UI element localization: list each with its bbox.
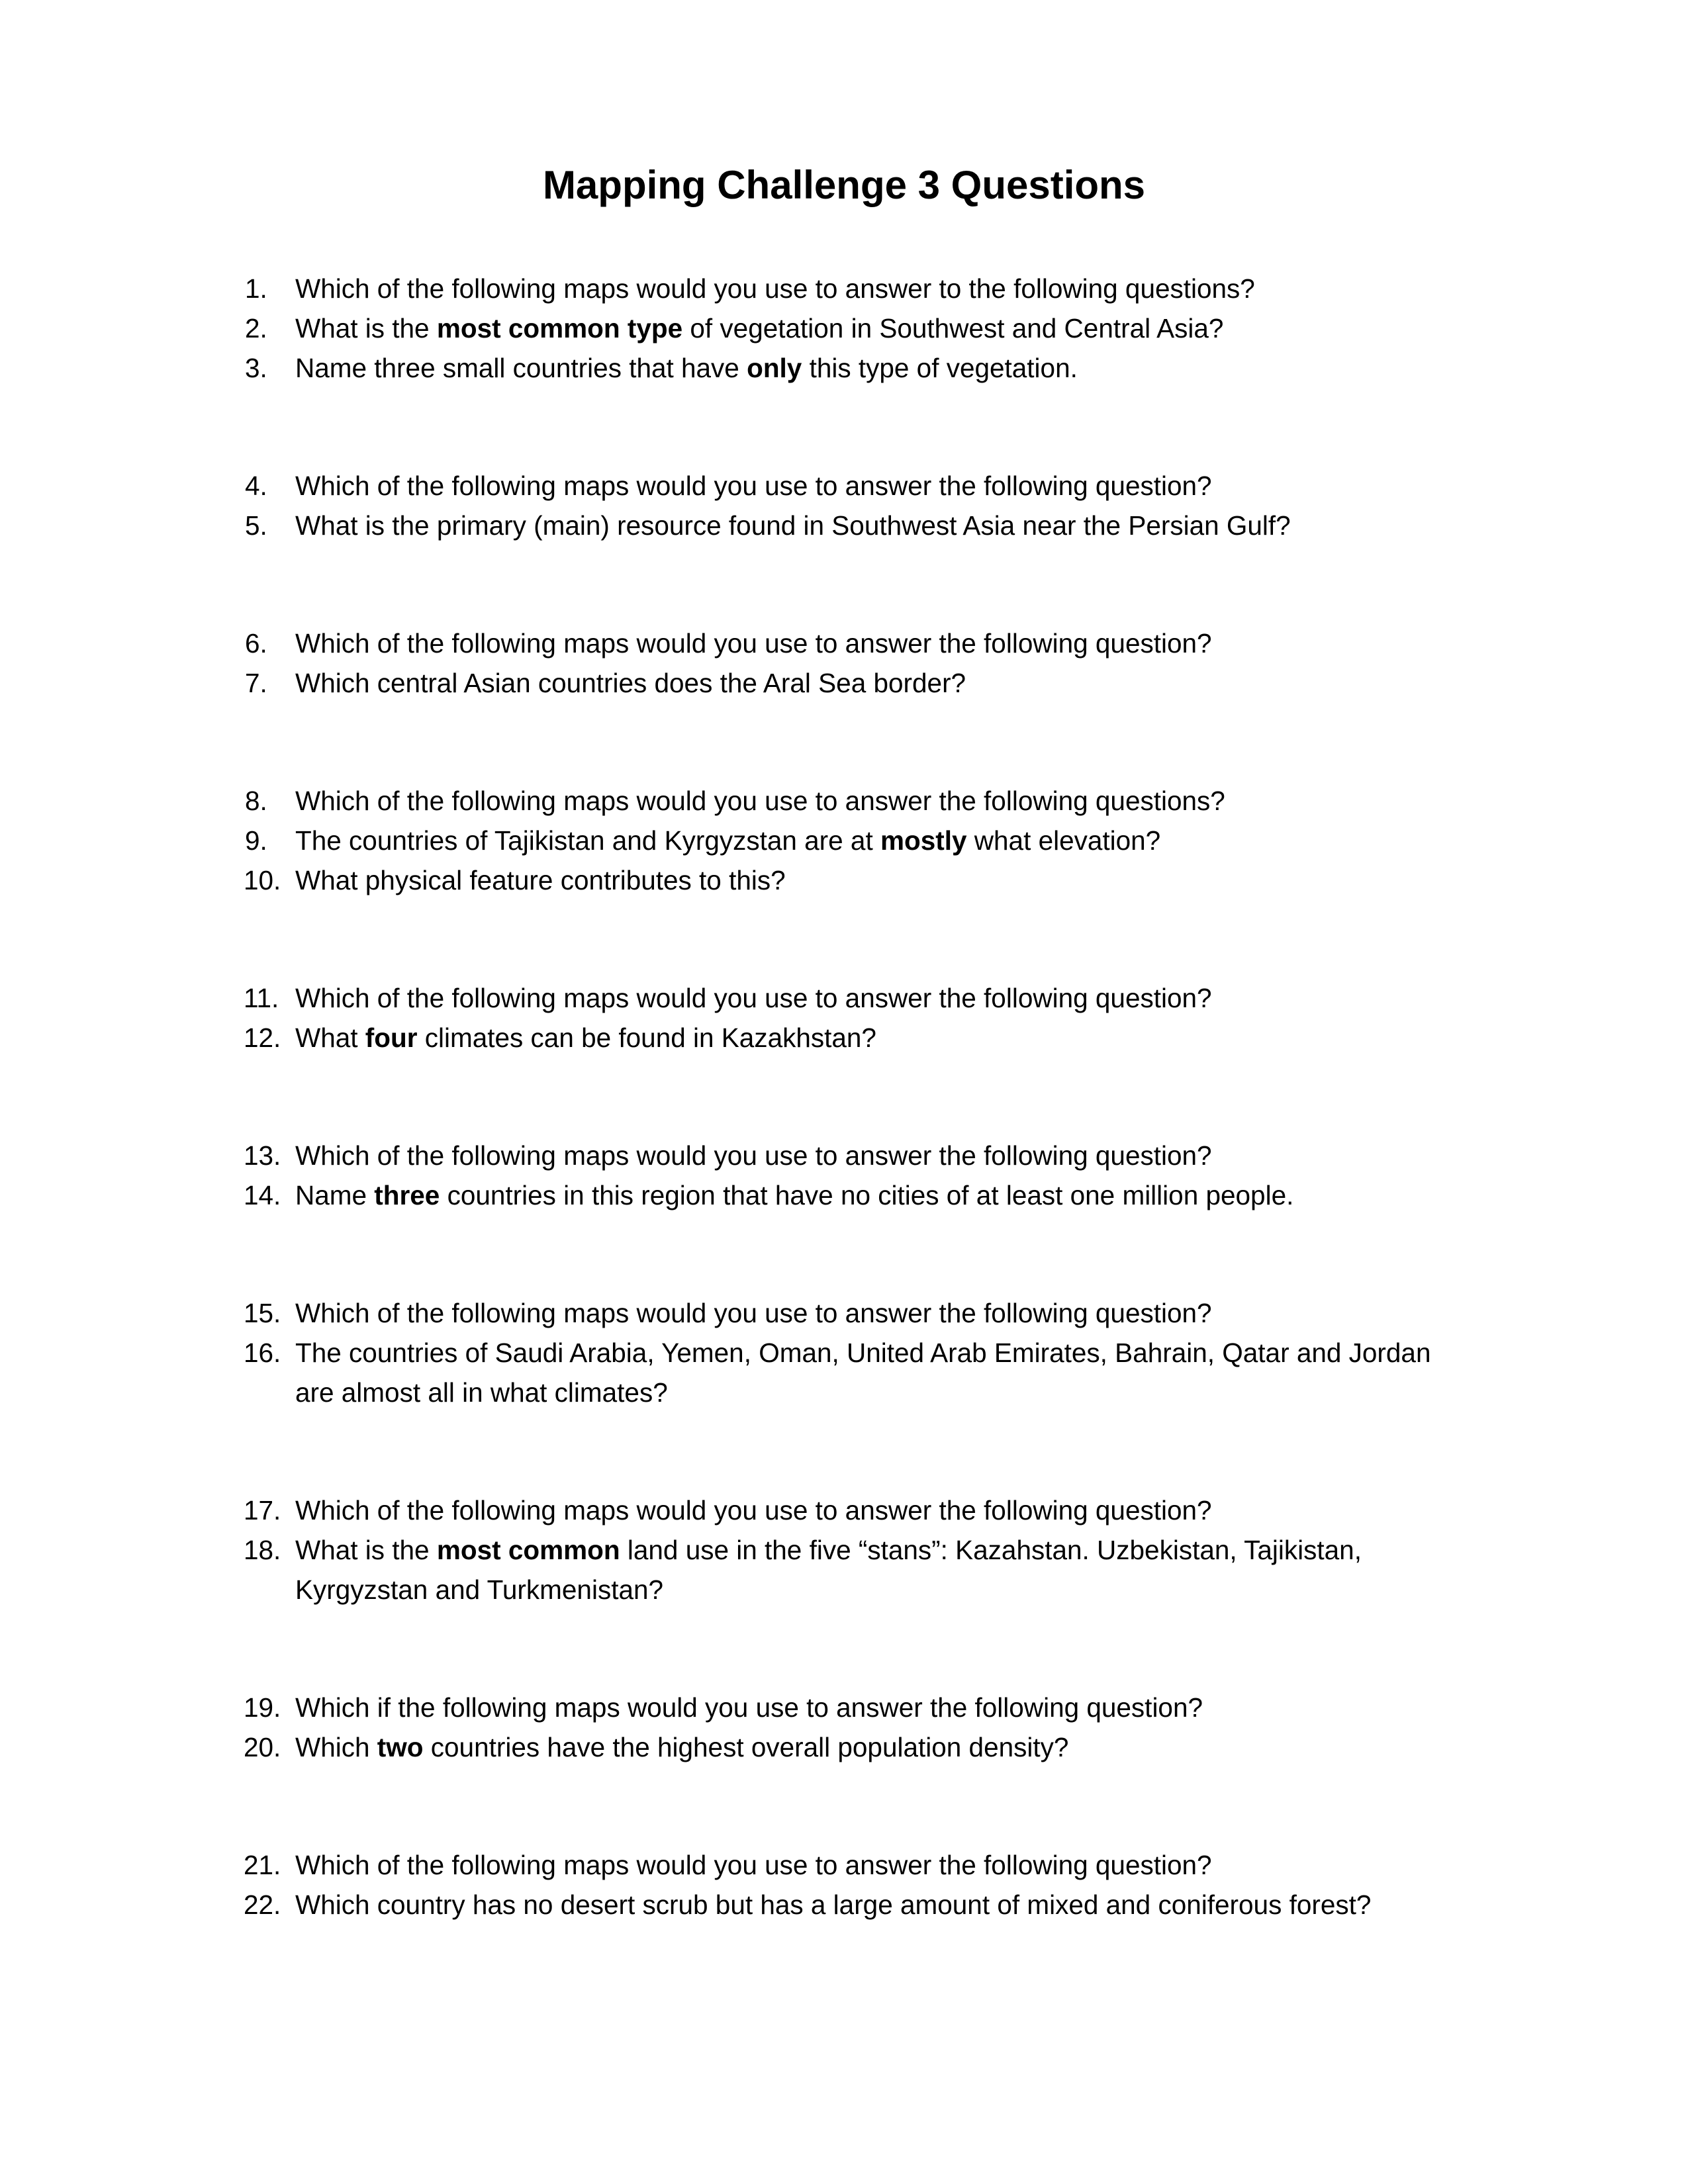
question-item [245, 781, 1463, 821]
question-number: 4. [245, 471, 267, 501]
question-text: Which of the following maps would you use to answer the following questions? [295, 786, 1225, 816]
question-text: What [295, 1023, 365, 1053]
question-item [245, 663, 1463, 703]
question-group [245, 1490, 1463, 1610]
question-text: Name [295, 1180, 375, 1210]
question-group [245, 466, 1463, 545]
question-item [245, 1845, 1463, 1885]
question-text: Which [295, 1732, 377, 1762]
question-number: 6. [245, 628, 267, 659]
question-item [245, 1885, 1463, 1925]
question-number: 13. [244, 1140, 281, 1171]
question-item [245, 348, 1463, 388]
question-text: land use in the five “stans”: Kazahstan. Uzbekistan, Tajikistan, Kyrgyzstan and Turkmenistan? [295, 1535, 1362, 1605]
question-item [245, 506, 1463, 545]
question-item [245, 1530, 1463, 1610]
question-emphasis: four [365, 1023, 418, 1053]
question-text: Which of the following maps would you use to answer the following question? [295, 628, 1212, 659]
question-group [245, 1293, 1463, 1412]
question-number: 10. [244, 865, 281, 895]
question-text: Which country has no desert scrub but has a large amount of mixed and coniferous forest? [295, 1889, 1372, 1920]
question-number: 3. [245, 353, 267, 383]
question-group [245, 623, 1463, 703]
question-number: 5. [245, 510, 267, 541]
question-number: 8. [245, 786, 267, 816]
question-list [245, 269, 1463, 2003]
question-item [245, 466, 1463, 506]
question-number: 9. [245, 825, 267, 856]
question-emphasis: three [374, 1180, 440, 1210]
question-text: Which of the following maps would you use to answer the following question? [295, 1298, 1212, 1328]
question-group [245, 781, 1463, 900]
question-text: What is the [295, 1535, 437, 1565]
question-number: 12. [244, 1023, 281, 1053]
question-number: 14. [244, 1180, 281, 1210]
question-group [245, 269, 1463, 388]
question-emphasis: most common [436, 1535, 620, 1565]
question-item [245, 860, 1463, 900]
question-text: What is the [295, 313, 437, 343]
question-item [245, 1333, 1463, 1412]
question-text: climates can be found in Kazakhstan? [417, 1023, 876, 1053]
question-text: Which of the following maps would you use to answer the following question? [295, 983, 1212, 1013]
question-text: Which if the following maps would you use to answer the following question? [295, 1692, 1203, 1723]
question-item [245, 1490, 1463, 1530]
question-emphasis: most common type [436, 313, 683, 343]
question-text: Which central Asian countries does the Aral Sea border? [295, 668, 966, 698]
question-number: 22. [244, 1889, 281, 1920]
question-number: 18. [244, 1535, 281, 1565]
question-emphasis: mostly [880, 825, 967, 856]
question-text: this type of vegetation. [802, 353, 1078, 383]
question-item [245, 1175, 1463, 1215]
question-number: 1. [245, 273, 267, 304]
question-item [245, 978, 1463, 1018]
question-text: The countries of Tajikistan and Kyrgyzstan are at [295, 825, 880, 856]
question-item [245, 269, 1463, 308]
page-title: Mapping Challenge 3 Questions [542, 163, 1146, 207]
question-group [245, 1688, 1463, 1767]
question-item [245, 308, 1463, 348]
question-number: 11. [244, 983, 279, 1013]
question-item [245, 1727, 1463, 1767]
question-text: Which of the following maps would you use to answer the following question? [295, 1495, 1212, 1525]
question-item [245, 1018, 1463, 1058]
question-emphasis: two [377, 1732, 424, 1762]
question-text: countries in this region that have no cities of at least one million people. [440, 1180, 1294, 1210]
question-text: Which of the following maps would you use to answer to the following questions? [295, 273, 1255, 304]
question-item [245, 1136, 1463, 1175]
question-text: countries have the highest overall population density? [423, 1732, 1069, 1762]
question-text: Which of the following maps would you use to answer the following question? [295, 1850, 1212, 1880]
question-number: 2. [245, 313, 267, 343]
question-text: Which of the following maps would you use to answer the following question? [295, 1140, 1212, 1171]
question-text: of vegetation in Southwest and Central Asia? [682, 313, 1224, 343]
question-number: 19. [244, 1692, 281, 1723]
question-item [245, 821, 1463, 860]
question-emphasis: only [747, 353, 802, 383]
question-item [245, 1293, 1463, 1333]
question-group [245, 1845, 1463, 1925]
question-text: The countries of Saudi Arabia, Yemen, Oman, United Arab Emirates, Bahrain, Qatar and Jordan are almost all in what climates? [295, 1338, 1431, 1408]
question-number: 20. [244, 1732, 281, 1762]
question-text: What is the primary (main) resource found in Southwest Asia near the Persian Gulf? [295, 510, 1291, 541]
question-number: 16. [244, 1338, 281, 1368]
question-number: 15. [244, 1298, 281, 1328]
question-item [245, 623, 1463, 663]
question-number: 17. [244, 1495, 281, 1525]
question-group [245, 978, 1463, 1058]
question-text: Name three small countries that have [295, 353, 747, 383]
question-item [245, 1688, 1463, 1727]
question-number: 21. [244, 1850, 281, 1880]
question-text: what elevation? [966, 825, 1161, 856]
question-number: 7. [245, 668, 267, 698]
question-text: Which of the following maps would you use to answer the following question? [295, 471, 1212, 501]
question-text: What physical feature contributes to this? [295, 865, 786, 895]
question-group [245, 1136, 1463, 1215]
